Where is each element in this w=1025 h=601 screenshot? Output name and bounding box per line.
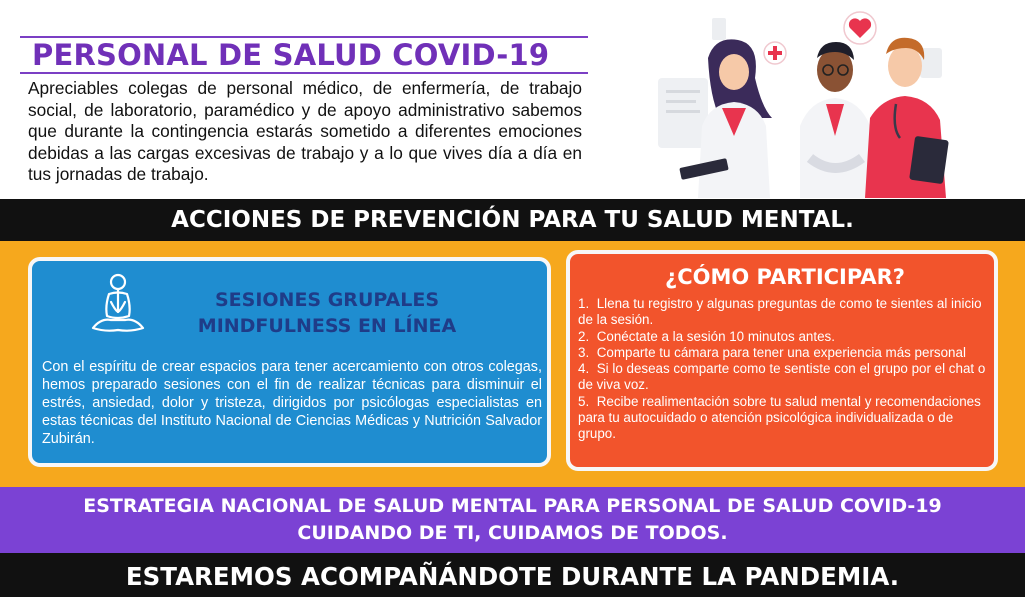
- step-text: Llena tu registro y algunas preguntas de como te sientes al inicio de la sesión.: [578, 296, 982, 328]
- health-workers-illustration: [650, 8, 980, 199]
- heart-icon: [844, 12, 876, 44]
- sessions-title-line1: SESIONES GRUPALES: [214, 289, 440, 311]
- step-number: 1.: [578, 296, 590, 311]
- sessions-description: Con el espíritu de crear espacios para tener acercamiento con otros colegas, hemos preparado sesiones con el fin de realizar técnicas para disminuir el estrés, ansiedad, dolor y tristeza, dirigidos por psicólogas especialistas en estas técnicas del Instituto Nacional de Ciencias Médicas y Nutrición Salvador Zubirán.: [42, 359, 542, 447]
- step-text: Conéctate a la sesión 10 minutos antes.: [596, 328, 835, 344]
- step-item: [578, 296, 986, 329]
- step-number: 3.: [578, 344, 590, 360]
- step-item: [578, 394, 986, 443]
- strategy-line1: ESTRATEGIA NACIONAL DE SALUD MENTAL PARA PERSONAL DE SALUD COVID-19: [83, 495, 942, 517]
- meditation-icon: [87, 272, 149, 336]
- strategy-line2: CUIDANDO DE TI, CUIDAMOS DE TODOS.: [297, 522, 728, 544]
- page-title: PERSONAL DE SALUD COVID-19: [32, 38, 550, 72]
- strategy-banner: [0, 487, 1025, 553]
- step-item: [578, 361, 986, 394]
- sessions-title-line2: MINDFULNESS EN LÍNEA: [197, 315, 457, 337]
- title-block: [20, 36, 588, 74]
- step-number: 5.: [578, 393, 590, 409]
- step-item: [578, 329, 986, 345]
- step-text: Recibe realimentación sobre tu salud mental y recomendaciones para tu autocuidado o atención psicológica individualizada o de grupo.: [578, 393, 981, 442]
- step-number: 4.: [578, 361, 590, 377]
- prevention-banner: ACCIONES DE PREVENCIÓN PARA TU SALUD MENTAL.: [0, 199, 1025, 241]
- closing-banner: ESTAREMOS ACOMPAÑÁNDOTE DURANTE LA PANDEMIA.: [0, 553, 1025, 597]
- step-number: 2.: [578, 328, 590, 344]
- sessions-title: [155, 287, 499, 339]
- header-section: [0, 0, 1025, 199]
- title-bottom-rule: [20, 72, 588, 74]
- intro-paragraph: Apreciables colegas de personal médico, de enfermería, de trabajo social, de laboratorio, paramédico y de apoyo administrativo sabemos que durante la contingencia estarás sometido a diferentes emociones debidas a las cargas excesivas de trabajo y a lo que vives día a día en tus jornadas de trabajo.: [28, 78, 582, 184]
- step-text: Si lo deseas comparte como te sentiste con el grupo por el chat o de viva voz.: [578, 361, 986, 393]
- participate-title: ¿CÓMO PARTICIPAR?: [665, 265, 905, 289]
- step-text: Comparte tu cámara para tener una experiencia más personal: [596, 344, 966, 360]
- doctor-figure: [800, 42, 870, 198]
- step-item: [578, 345, 986, 361]
- participate-steps: [578, 296, 986, 443]
